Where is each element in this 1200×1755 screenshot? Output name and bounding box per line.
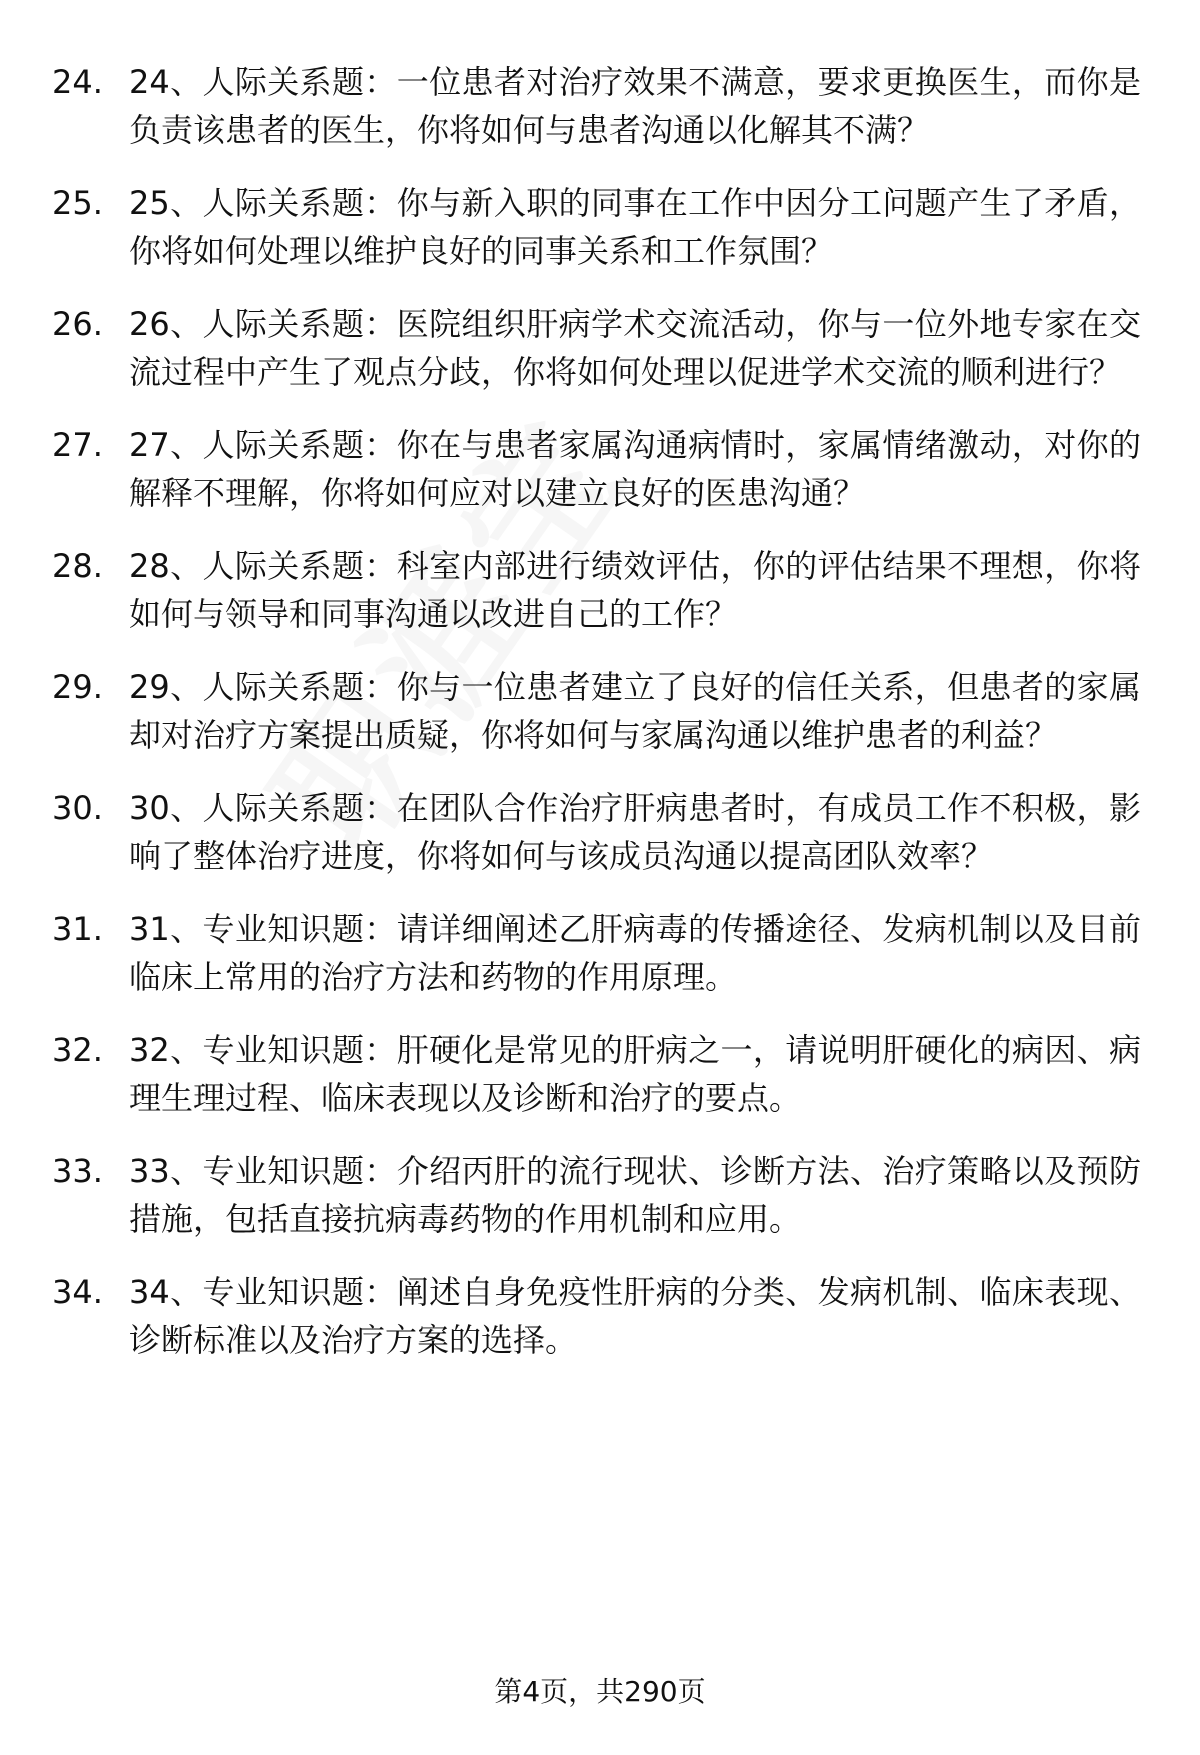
question-item xyxy=(0,179,1200,275)
question-number: 28. xyxy=(52,547,103,585)
question-list xyxy=(0,58,1200,1389)
question-item xyxy=(0,58,1200,154)
question-text: 29、人际关系题：你与一位患者建立了良好的信任关系，但患者的家属却对治疗方案提出质疑，你将如何与家属沟通以维护患者的利益？ xyxy=(129,668,1141,754)
question-text: 34、专业知识题：阐述自身免疫性肝病的分类、发病机制、临床表现、诊断标准以及治疗方案的选择。 xyxy=(129,1273,1141,1359)
question-text: 33、专业知识题：介绍丙肝的流行现状、诊断方法、治疗策略以及预防措施，包括直接抗病毒药物的作用机制和应用。 xyxy=(129,1152,1141,1238)
question-item xyxy=(0,300,1200,396)
question-number: 27. xyxy=(52,426,103,464)
question-item xyxy=(0,663,1200,759)
question-text: 32、专业知识题：肝硬化是常见的肝病之一，请说明肝硬化的病因、病理生理过程、临床表现以及诊断和治疗的要点。 xyxy=(129,1031,1141,1117)
question-text: 24、人际关系题：一位患者对治疗效果不满意，要求更换医生，而你是负责该患者的医生，你将如何与患者沟通以化解其不满？ xyxy=(129,63,1141,149)
question-text: 27、人际关系题：你在与患者家属沟通病情时，家属情绪激动，对你的解释不理解，你将如何应对以建立良好的医患沟通？ xyxy=(129,426,1141,512)
question-item xyxy=(0,905,1200,1001)
question-number: 31. xyxy=(52,910,103,948)
question-number: 25. xyxy=(52,184,103,222)
question-number: 26. xyxy=(52,305,103,343)
question-number: 24. xyxy=(52,63,103,101)
question-text: 30、人际关系题：在团队合作治疗肝病患者时，有成员工作不积极，影响了整体治疗进度，你将如何与该成员沟通以提高团队效率？ xyxy=(129,789,1141,875)
question-number: 29. xyxy=(52,668,103,706)
question-text: 28、人际关系题：科室内部进行绩效评估，你的评估结果不理想，你将如何与领导和同事沟通以改进自己的工作？ xyxy=(129,547,1141,633)
question-item xyxy=(0,1147,1200,1243)
question-item xyxy=(0,784,1200,880)
question-item xyxy=(0,1268,1200,1364)
question-text: 25、人际关系题：你与新入职的同事在工作中因分工问题产生了矛盾，你将如何处理以维护良好的同事关系和工作氛围？ xyxy=(129,184,1141,270)
question-item xyxy=(0,1026,1200,1122)
question-text: 26、人际关系题：医院组织肝病学术交流活动，你与一位外地专家在交流过程中产生了观点分歧，你将如何处理以促进学术交流的顺利进行？ xyxy=(129,305,1141,391)
question-item xyxy=(0,542,1200,638)
question-text: 31、专业知识题：请详细阐述乙肝病毒的传播途径、发病机制以及目前临床上常用的治疗方法和药物的作用原理。 xyxy=(129,910,1141,996)
page-footer: 第4页，共290页 xyxy=(494,1675,706,1708)
question-number: 34. xyxy=(52,1273,103,1311)
question-number: 30. xyxy=(52,789,103,827)
question-item xyxy=(0,421,1200,517)
question-number: 33. xyxy=(52,1152,103,1190)
question-number: 32. xyxy=(52,1031,103,1069)
